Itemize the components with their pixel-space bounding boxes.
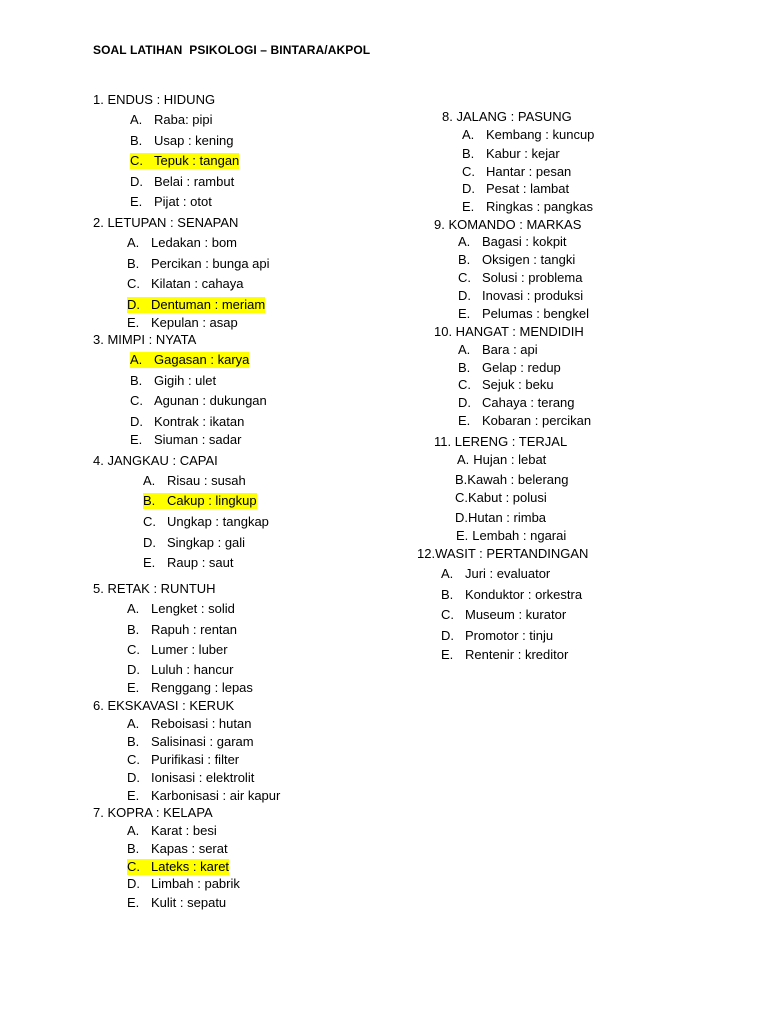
answer-option (127, 601, 235, 617)
answer-option (458, 306, 589, 322)
option-letter: C. (127, 276, 140, 291)
option-text: Dentuman : meriam (151, 297, 266, 312)
option-text: Rapuh : rentan (151, 622, 238, 637)
document-title: SOAL LATIHAN PSIKOLOGI – BINTARA/AKPOL (93, 43, 371, 57)
option-text: Gelap : redup (482, 360, 561, 375)
question-label: 3. MIMPI : NYATA (93, 332, 197, 347)
option-letter: D. (462, 181, 475, 196)
question-label: 4. JANGKAU : CAPAI (93, 453, 218, 468)
option-text: Kabur : kejar (486, 146, 560, 161)
answer-option (441, 628, 553, 644)
answer-option (130, 174, 234, 190)
question-label: 8. JALANG : PASUNG (442, 109, 572, 124)
option-letter: A. (130, 112, 143, 127)
option-letter: E. (462, 199, 475, 214)
option-text: Singkap : gali (167, 535, 246, 550)
option-text: Karbonisasi : air kapur (151, 788, 281, 803)
answer-option (127, 734, 254, 750)
option-letter: C. (458, 270, 471, 285)
option-letter: E. (441, 647, 454, 662)
answer-option (441, 647, 568, 663)
answer-option (458, 395, 575, 411)
option-letter: D. (127, 662, 140, 677)
option-text: Limbah : pabrik (151, 876, 240, 891)
option-letter: D. (130, 414, 143, 429)
option-letter: C. (455, 490, 468, 505)
option-text: Kulit : sepatu (151, 895, 227, 910)
option-letter: A. (441, 566, 454, 581)
answer-option (441, 566, 550, 582)
option-text: Bagasi : kokpit (482, 234, 567, 249)
option-letter: E. (127, 680, 140, 695)
option-text: Inovasi : produksi (482, 288, 584, 303)
option-text: Renggang : lepas (151, 680, 253, 695)
option-text: Agunan : dukungan (154, 393, 267, 408)
option-letter: A. (458, 234, 471, 249)
option-letter: A. (457, 452, 470, 467)
option-letter: E. (127, 788, 140, 803)
option-text: Kepulan : asap (151, 315, 238, 330)
option-text: Pesat : lambat (486, 181, 570, 196)
question-label: 10. HANGAT : MENDIDIH (434, 324, 584, 339)
option-text: Ionisasi : elektrolit (151, 770, 255, 785)
option-text: Raba: pipi (154, 112, 213, 127)
answer-option (455, 510, 546, 526)
option-letter: E. (458, 413, 471, 428)
answer-option (455, 490, 547, 506)
answer-option (462, 146, 560, 162)
answer-option (143, 514, 269, 530)
option-text: Ledakan : bom (151, 235, 238, 250)
answer-option (462, 181, 569, 197)
answer-option (127, 256, 270, 272)
option-text: Oksigen : tangki (482, 252, 576, 267)
option-letter: B. (455, 472, 468, 487)
answer-option (143, 473, 246, 489)
option-text: Promotor : tinju (465, 628, 554, 643)
option-text: Kembang : kuncup (486, 127, 595, 142)
option-letter: E. (458, 306, 471, 321)
option-letter: E. (127, 315, 140, 330)
option-text: Lembah : ngarai (472, 528, 567, 543)
answer-option-highlighted (130, 352, 249, 368)
option-letter: C. (143, 514, 156, 529)
answer-option (441, 607, 566, 623)
answer-option (455, 472, 568, 488)
option-letter: A. (127, 235, 140, 250)
answer-option (458, 377, 554, 393)
option-text: Ringkas : pangkas (486, 199, 593, 214)
option-letter: E. (130, 432, 143, 447)
answer-option (458, 252, 575, 268)
answer-option (130, 414, 244, 430)
option-letter: A. (127, 716, 140, 731)
option-text: Lateks : karet (151, 859, 230, 874)
option-text: Karat : besi (151, 823, 217, 838)
option-text: Gigih : ulet (154, 373, 217, 388)
option-letter: C. (462, 164, 475, 179)
option-letter: D. (127, 297, 140, 312)
option-text: Tepuk : tangan (154, 153, 240, 168)
answer-option (441, 587, 582, 603)
option-text: Konduktor : orkestra (465, 587, 583, 602)
answer-option (458, 360, 561, 376)
option-letter: D. (127, 876, 140, 891)
answer-option (458, 288, 583, 304)
option-text: Reboisasi : hutan (151, 716, 252, 731)
answer-option (127, 788, 280, 804)
option-text: Purifikasi : filter (151, 752, 240, 767)
option-text: Risau : susah (167, 473, 246, 488)
option-letter: D. (127, 770, 140, 785)
option-text: Pijat : otot (154, 194, 212, 209)
option-text: Lengket : solid (151, 601, 235, 616)
option-letter: A. (143, 473, 156, 488)
answer-option (127, 716, 251, 732)
option-letter: A. (127, 823, 140, 838)
answer-option (130, 133, 234, 149)
question-label: 5. RETAK : RUNTUH (93, 581, 216, 596)
answer-option (456, 528, 566, 544)
option-text: Kapas : serat (151, 841, 228, 856)
option-text: Kabut : polusi (468, 490, 547, 505)
answer-option (127, 841, 228, 857)
answer-option (458, 270, 582, 286)
option-letter: B. (462, 146, 475, 161)
option-letter: B. (127, 734, 140, 749)
answer-option (127, 662, 233, 678)
option-text: Siuman : sadar (154, 432, 242, 447)
answer-option (127, 823, 217, 839)
option-letter: C. (127, 642, 140, 657)
answer-option (130, 194, 212, 210)
answer-option (143, 555, 234, 571)
option-letter: C. (458, 377, 471, 392)
option-letter: C. (127, 752, 140, 767)
answer-option (462, 127, 594, 143)
option-letter: D. (130, 174, 143, 189)
option-text: Percikan : bunga api (151, 256, 270, 271)
option-text: Hutan : rimba (468, 510, 547, 525)
option-letter: A. (127, 601, 140, 616)
answer-option (458, 413, 591, 429)
option-letter: B. (127, 256, 140, 271)
option-letter: B. (143, 493, 156, 508)
answer-option (127, 770, 254, 786)
question-label: 6. EKSKAVASI : KERUK (93, 698, 235, 713)
option-letter: D. (458, 395, 471, 410)
question-label: 11. LERENG : TERJAL (434, 434, 568, 449)
option-text: Rentenir : kreditor (465, 647, 569, 662)
option-text: Pelumas : bengkel (482, 306, 589, 321)
option-letter: D. (143, 535, 156, 550)
option-letter: B. (127, 841, 140, 856)
option-letter: E. (127, 895, 140, 910)
question-label: 2. LETUPAN : SENAPAN (93, 215, 239, 230)
option-text: Cahaya : terang (482, 395, 575, 410)
option-text: Lumer : luber (151, 642, 228, 657)
option-text: Belai : rambut (154, 174, 235, 189)
question-label: 7. KOPRA : KELAPA (93, 805, 213, 820)
option-letter: C. (130, 393, 143, 408)
question-label: 1. ENDUS : HIDUNG (93, 92, 216, 107)
option-letter: E. (143, 555, 156, 570)
question-label: 9. KOMANDO : MARKAS (434, 217, 582, 232)
option-letter: D. (455, 510, 468, 525)
answer-option (458, 342, 538, 358)
option-text: Museum : kurator (465, 607, 567, 622)
answer-option (458, 234, 567, 250)
option-letter: B. (130, 133, 143, 148)
answer-option (127, 642, 228, 658)
option-letter: E. (456, 528, 469, 543)
option-text: Kawah : belerang (467, 472, 569, 487)
option-letter: B. (441, 587, 454, 602)
option-text: Solusi : problema (482, 270, 583, 285)
answer-option (130, 373, 216, 389)
answer-option-highlighted (130, 153, 239, 169)
option-text: Sejuk : beku (482, 377, 554, 392)
option-letter: C. (441, 607, 454, 622)
option-letter: B. (127, 622, 140, 637)
answer-option (130, 112, 213, 128)
option-text: Bara : api (482, 342, 538, 357)
option-letter: B. (458, 360, 471, 375)
answer-option (127, 235, 237, 251)
answer-option (130, 432, 241, 448)
option-letter: A. (462, 127, 475, 142)
answer-option (127, 315, 238, 331)
question-label: 12.WASIT : PERTANDINGAN (417, 546, 589, 561)
option-text: Kontrak : ikatan (154, 414, 245, 429)
answer-option (462, 164, 571, 180)
option-text: Ungkap : tangkap (167, 514, 269, 529)
option-text: Luluh : hancur (151, 662, 234, 677)
option-text: Cakup : lingkup (167, 493, 257, 508)
option-text: Usap : kening (154, 133, 234, 148)
option-letter: E. (130, 194, 143, 209)
option-letter: C. (130, 153, 143, 168)
answer-option-highlighted (127, 297, 265, 313)
option-text: Kilatan : cahaya (151, 276, 244, 291)
option-letter: D. (458, 288, 471, 303)
answer-option (127, 895, 226, 911)
option-letter: B. (458, 252, 471, 267)
option-text: Raup : saut (167, 555, 234, 570)
option-letter: A. (130, 352, 143, 367)
answer-option (143, 535, 245, 551)
answer-option (127, 752, 239, 768)
option-letter: D. (441, 628, 454, 643)
option-text: Hantar : pesan (486, 164, 572, 179)
option-letter: C. (127, 859, 140, 874)
answer-option (457, 452, 546, 468)
answer-option (127, 876, 240, 892)
answer-option (127, 622, 237, 638)
option-text: Gagasan : karya (154, 352, 250, 367)
answer-option (127, 680, 253, 696)
answer-option (127, 276, 244, 292)
answer-option (462, 199, 593, 215)
option-text: Salisinasi : garam (151, 734, 254, 749)
option-letter: A. (458, 342, 471, 357)
answer-option-highlighted (127, 859, 229, 875)
option-text: Juri : evaluator (465, 566, 551, 581)
option-text: Hujan : lebat (473, 452, 547, 467)
option-letter: B. (130, 373, 143, 388)
option-text: Kobaran : percikan (482, 413, 592, 428)
answer-option (130, 393, 267, 409)
answer-option-highlighted (143, 493, 257, 509)
